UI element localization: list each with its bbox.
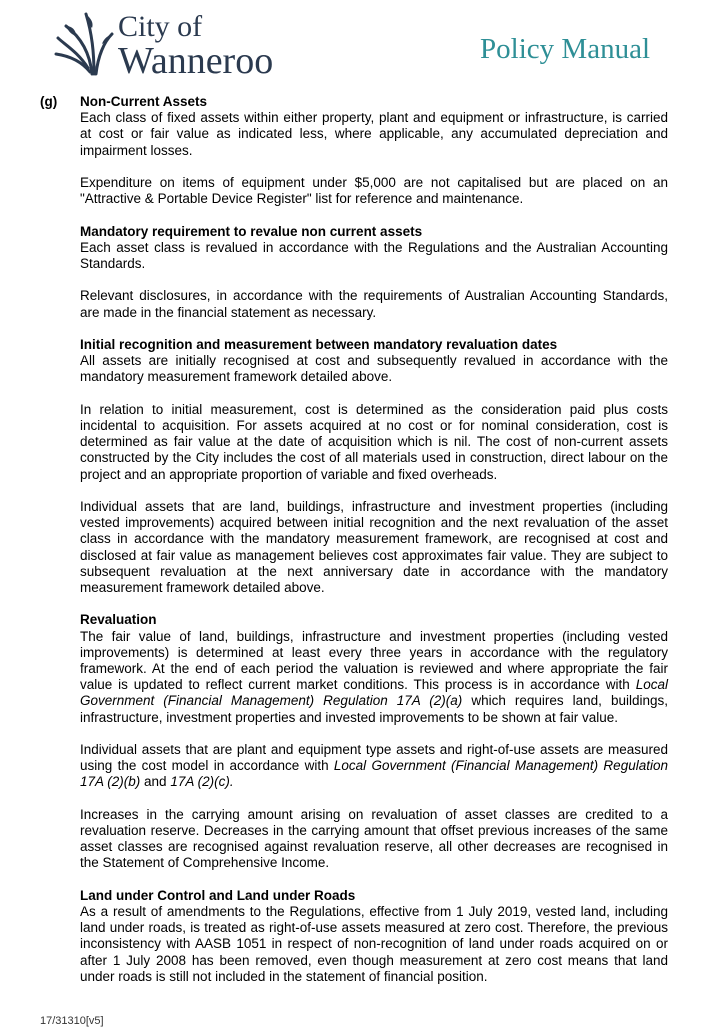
paragraph: Increases in the carrying amount arising on revaluation of asset classes are credited to a revaluation reserve. Decreases in the carrying amount that offset previous increases of the same asset classes are recognised against revaluation reserve, all other decreases are recognised in the Statement of Comprehensive Income.: [80, 806, 668, 871]
logo-text-city-of: City of: [118, 10, 203, 43]
document-title: Policy Manual: [480, 33, 650, 65]
paragraph: Each asset class is revalued in accordance with the Regulations and the Australian Accounting Standards.: [80, 239, 668, 271]
regulation-reference: Local Government (Financial Management) Regulation 17A (2)(b): [80, 758, 668, 790]
section-label: (g): [40, 94, 58, 109]
paragraph: In relation to initial measurement, cost is determined as the consideration paid plus costs incidental to acquisition. For assets acquired at no cost or for nominal consideration, cost is determined as fair value at the date of acquisition which is nil. The cost of non-current assets constructed by the City includes the cost of all materials used in construction, direct labour on the project and an appropriate proportion of variable and fixed overheads.: [80, 401, 668, 482]
text-run: Individual assets that are plant and equipment type assets and right-of-use assets are measured using the cost model in accordance with: [80, 742, 668, 774]
text-run: and: [140, 774, 171, 790]
paragraph: [80, 742, 668, 791]
regulation-reference: Local Government (Financial Management) Regulation 17A (2)(a): [80, 677, 668, 709]
paragraph: As a result of amendments to the Regulations, effective from 1 July 2019, vested land, including land under roads, is treated as right-of-use assets measured at zero cost. Therefore, the previous inconsistency with AASB 1051 in respect of non-recognition of land under roads acquired on or after 1 July 2008 has been removed, even though measurement at zero cost means that land under roads is still not included in the statement of financial position.: [80, 904, 668, 984]
paragraph: Individual assets that are land, buildings, infrastructure and investment properties (including vested improvements) acquired between initial recognition and the next revaluation of the asset class in accordance with the mandatory measurement framework, are recognised at cost and disclosed at fair value as management believes cost approximates fair value. They are subject to subsequent revaluation at the next anniversary date in accordance with the mandatory measurement framework detailed above.: [80, 498, 668, 595]
subheading-land-under-control: Land under Control and Land under Roads: [80, 887, 356, 903]
paragraph: Relevant disclosures, in accordance with the requirements of Australian Accounting Standards, are made in the financial statement as necessary.: [80, 288, 668, 320]
subheading-initial-recognition: Initial recognition and measurement between mandatory revaluation dates: [80, 336, 558, 352]
paragraph: All assets are initially recognised at cost and subsequently revalued in accordance with the mandatory measurement framework detailed above.: [80, 353, 668, 385]
section-heading: Non-Current Assets: [80, 94, 208, 109]
subheading-revaluation: Revaluation: [80, 612, 157, 628]
paragraph: Each class of fixed assets within either property, plant and equipment or infrastructure, is carried at cost or fair value as indicated less, where applicable, any accumulated depreciation and impairment losses.: [80, 110, 668, 158]
paragraph: [80, 629, 668, 726]
swan-plant-logo-icon: [52, 8, 116, 78]
regulation-reference: 17A (2)(c).: [170, 774, 234, 790]
document-body: [40, 94, 668, 1001]
document-reference: 17/31310[v5]: [40, 1015, 104, 1027]
city-logo: [52, 8, 292, 82]
text-run: which requires land, buildings, infrastructure, investment properties and invested improvements to be shown at fair value.: [80, 693, 668, 725]
subheading-mandatory-requirement: Mandatory requirement to revalue non current assets: [80, 223, 423, 239]
section-content: [80, 94, 668, 985]
paragraph: Expenditure on items of equipment under $5,000 are not capitalised but are placed on an "Attractive & Portable Device Register" list for reference and maintenance.: [80, 175, 668, 207]
text-run: The fair value of land, buildings, infrastructure and investment properties (including vested improvements) is determined at least every three years in accordance with the regulatory framework. At the end of each period the valuation is reviewed and where appropriate the fair value is updated to reflect current market conditions. This process is in accordance with: [80, 628, 668, 693]
logo-text-wanneroo: Wanneroo: [118, 40, 274, 82]
